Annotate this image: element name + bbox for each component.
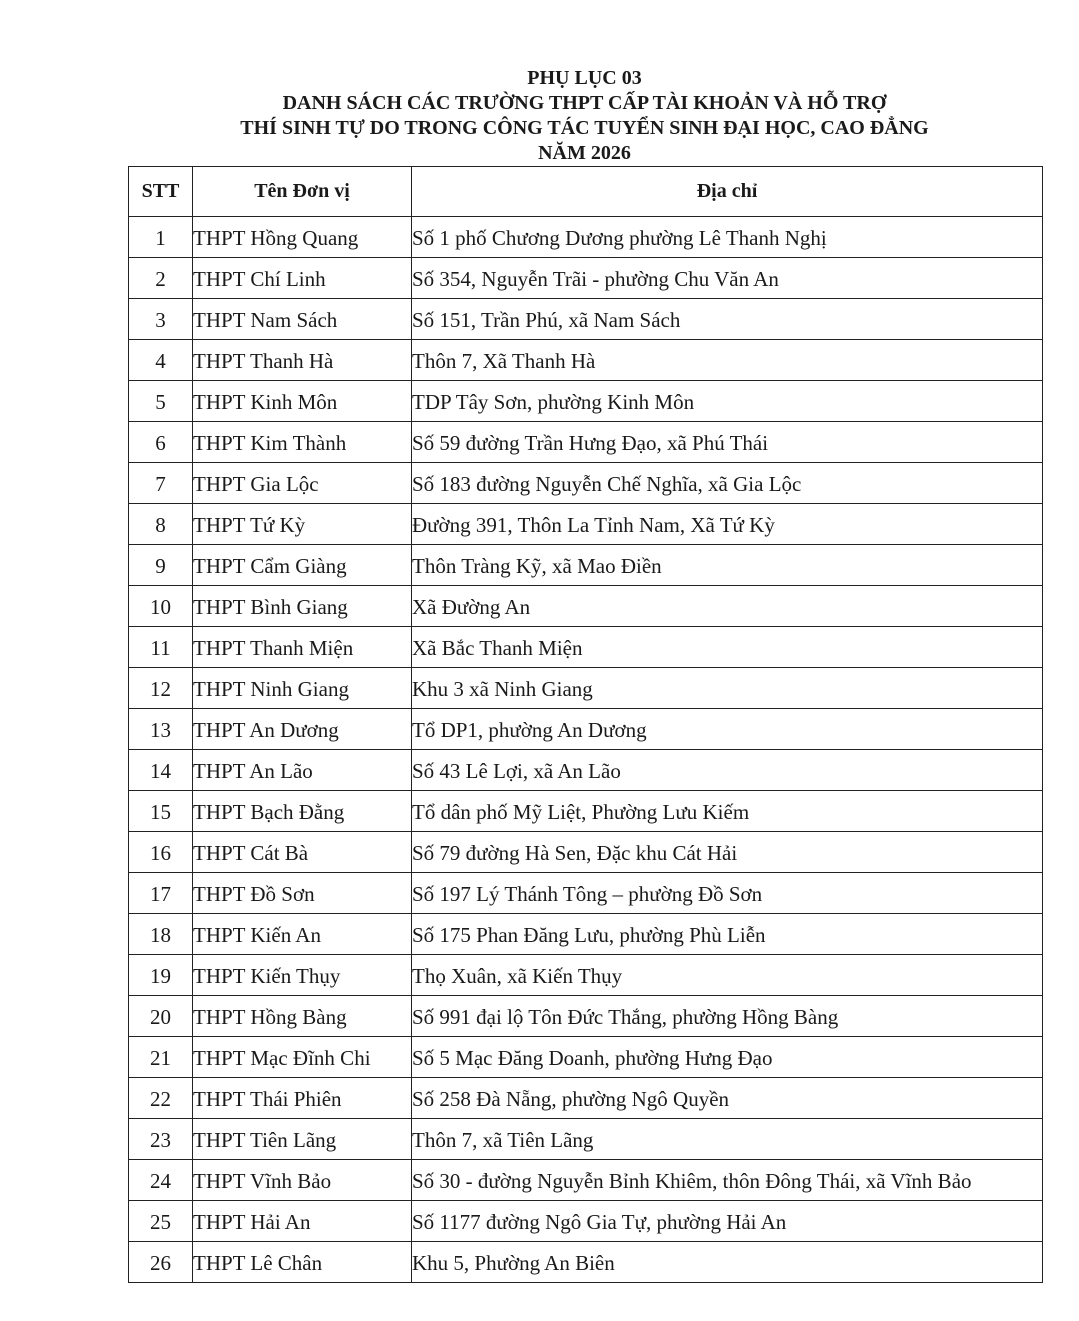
table-row (129, 1201, 1043, 1242)
table-row (129, 340, 1043, 381)
table-row (129, 914, 1043, 955)
school-name-cell: THPT Ninh Giang (193, 668, 412, 709)
school-name-cell: THPT Mạc Đĩnh Chi (193, 1037, 412, 1078)
address-cell: Số 5 Mạc Đăng Doanh, phường Hưng Đạo (412, 1037, 1043, 1078)
school-name-cell: THPT Bình Giang (193, 586, 412, 627)
table-row (129, 873, 1043, 914)
schools-table (128, 166, 1043, 1283)
list-title: DANH SÁCH CÁC TRƯỜNG THPT CẤP TÀI KHOẢN VÀ HỖ TRỢ (282, 92, 887, 114)
year-title: NĂM 2026 (538, 142, 631, 164)
stt-cell: 3 (129, 299, 193, 340)
school-name-cell: THPT Lê Chân (193, 1242, 412, 1283)
address-cell: Số 30 - đường Nguyễn Bỉnh Khiêm, thôn Đông Thái, xã Vĩnh Bảo (412, 1160, 1043, 1201)
school-name-cell: THPT Gia Lộc (193, 463, 412, 504)
table-row (129, 1078, 1043, 1119)
address-cell: Khu 5, Phường An Biên (412, 1242, 1043, 1283)
address-cell: Thọ Xuân, xã Kiến Thụy (412, 955, 1043, 996)
table-row (129, 545, 1043, 586)
table-body (129, 217, 1043, 1283)
stt-cell: 5 (129, 381, 193, 422)
table-row (129, 832, 1043, 873)
address-cell: Xã Bắc Thanh Miện (412, 627, 1043, 668)
table-row (129, 955, 1043, 996)
stt-cell: 13 (129, 709, 193, 750)
table-row (129, 381, 1043, 422)
address-cell: Thôn Tràng Kỹ, xã Mao Điền (412, 545, 1043, 586)
address-cell: Thôn 7, xã Tiên Lãng (412, 1119, 1043, 1160)
header-stt: STT (129, 167, 193, 217)
table-row (129, 1037, 1043, 1078)
stt-cell: 11 (129, 627, 193, 668)
school-name-cell: THPT Tiên Lãng (193, 1119, 412, 1160)
stt-cell: 14 (129, 750, 193, 791)
stt-cell: 18 (129, 914, 193, 955)
address-cell: Số 258 Đà Nẵng, phường Ngô Quyền (412, 1078, 1043, 1119)
table-row (129, 1242, 1043, 1283)
school-name-cell: THPT Thanh Hà (193, 340, 412, 381)
stt-cell: 16 (129, 832, 193, 873)
list-subtitle: THÍ SINH TỰ DO TRONG CÔNG TÁC TUYỂN SINH ĐẠI HỌC, CAO ĐẲNG (240, 117, 929, 139)
address-cell: Đường 391, Thôn La Tỉnh Nam, Xã Tứ Kỳ (412, 504, 1043, 545)
school-name-cell: THPT Thanh Miện (193, 627, 412, 668)
stt-cell: 19 (129, 955, 193, 996)
address-cell: TDP Tây Sơn, phường Kinh Môn (412, 381, 1043, 422)
school-name-cell: THPT An Dương (193, 709, 412, 750)
school-name-cell: THPT Bạch Đằng (193, 791, 412, 832)
stt-cell: 6 (129, 422, 193, 463)
school-name-cell: THPT Chí Linh (193, 258, 412, 299)
school-name-cell: THPT Hồng Quang (193, 217, 412, 258)
stt-cell: 12 (129, 668, 193, 709)
stt-cell: 2 (129, 258, 193, 299)
school-name-cell: THPT Hồng Bàng (193, 996, 412, 1037)
school-name-cell: THPT Kim Thành (193, 422, 412, 463)
address-cell: Số 1177 đường Ngô Gia Tự, phường Hải An (412, 1201, 1043, 1242)
address-cell: Số 79 đường Hà Sen, Đặc khu Cát Hải (412, 832, 1043, 873)
school-name-cell: THPT Kiến An (193, 914, 412, 955)
stt-cell: 21 (129, 1037, 193, 1078)
stt-cell: 24 (129, 1160, 193, 1201)
school-name-cell: THPT An Lão (193, 750, 412, 791)
table-row (129, 463, 1043, 504)
school-name-cell: THPT Hải An (193, 1201, 412, 1242)
address-cell: Tổ DP1, phường An Dương (412, 709, 1043, 750)
stt-cell: 8 (129, 504, 193, 545)
school-name-cell: THPT Tứ Kỳ (193, 504, 412, 545)
stt-cell: 25 (129, 1201, 193, 1242)
stt-cell: 15 (129, 791, 193, 832)
stt-cell: 9 (129, 545, 193, 586)
address-cell: Số 59 đường Trần Hưng Đạo, xã Phú Thái (412, 422, 1043, 463)
school-name-cell: THPT Cẩm Giàng (193, 545, 412, 586)
table-row (129, 504, 1043, 545)
table-row (129, 627, 1043, 668)
header-address: Địa chỉ (412, 167, 1043, 217)
address-cell: Thôn 7, Xã Thanh Hà (412, 340, 1043, 381)
address-cell: Xã Đường An (412, 586, 1043, 627)
school-name-cell: THPT Kiến Thụy (193, 955, 412, 996)
table-row (129, 668, 1043, 709)
table-row (129, 217, 1043, 258)
stt-cell: 20 (129, 996, 193, 1037)
stt-cell: 4 (129, 340, 193, 381)
address-cell: Số 43 Lê Lợi, xã An Lão (412, 750, 1043, 791)
address-cell: Số 197 Lý Thánh Tông – phường Đồ Sơn (412, 873, 1043, 914)
stt-cell: 22 (129, 1078, 193, 1119)
table-row (129, 258, 1043, 299)
address-cell: Số 183 đường Nguyễn Chế Nghĩa, xã Gia Lộc (412, 463, 1043, 504)
table-row (129, 996, 1043, 1037)
table-header-row (129, 167, 1043, 217)
address-cell: Tổ dân phố Mỹ Liệt, Phường Lưu Kiếm (412, 791, 1043, 832)
table-row (129, 1160, 1043, 1201)
table-row (129, 750, 1043, 791)
school-name-cell: THPT Kinh Môn (193, 381, 412, 422)
stt-cell: 23 (129, 1119, 193, 1160)
table-row (129, 1119, 1043, 1160)
table-row (129, 299, 1043, 340)
table-row (129, 709, 1043, 750)
address-cell: Số 151, Trần Phú, xã Nam Sách (412, 299, 1043, 340)
school-name-cell: THPT Cát Bà (193, 832, 412, 873)
table-row (129, 791, 1043, 832)
address-cell: Số 354, Nguyễn Trãi - phường Chu Văn An (412, 258, 1043, 299)
stt-cell: 17 (129, 873, 193, 914)
address-cell: Số 175 Phan Đăng Lưu, phường Phù Liễn (412, 914, 1043, 955)
address-cell: Khu 3 xã Ninh Giang (412, 668, 1043, 709)
appendix-title: PHỤ LỤC 03 (527, 67, 642, 89)
table-row (129, 422, 1043, 463)
header-school-name: Tên Đơn vị (193, 167, 412, 217)
stt-cell: 1 (129, 217, 193, 258)
address-cell: Số 991 đại lộ Tôn Đức Thắng, phường Hồng Bàng (412, 996, 1043, 1037)
address-cell: Số 1 phố Chương Dương phường Lê Thanh Nghị (412, 217, 1043, 258)
stt-cell: 7 (129, 463, 193, 504)
school-name-cell: THPT Vĩnh Bảo (193, 1160, 412, 1201)
school-name-cell: THPT Đồ Sơn (193, 873, 412, 914)
stt-cell: 10 (129, 586, 193, 627)
table-row (129, 586, 1043, 627)
school-name-cell: THPT Thái Phiên (193, 1078, 412, 1119)
stt-cell: 26 (129, 1242, 193, 1283)
school-name-cell: THPT Nam Sách (193, 299, 412, 340)
document-heading (128, 66, 1041, 166)
